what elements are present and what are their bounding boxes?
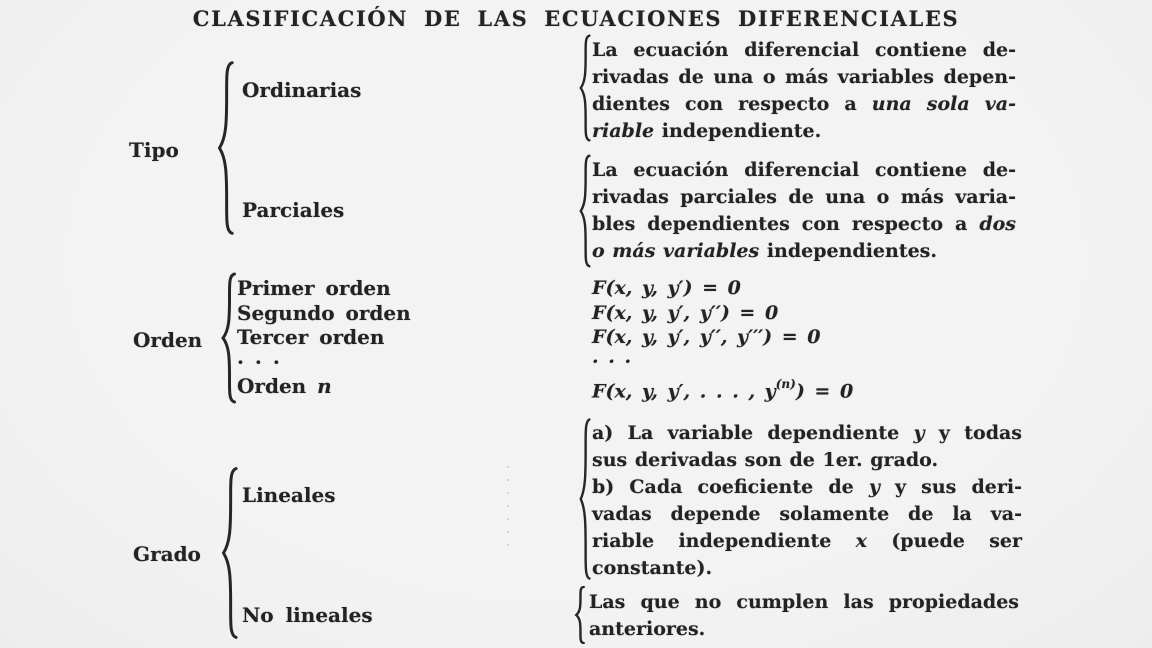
brace-parciales-desc (577, 154, 592, 268)
equation: F(x, y, y′) = 0 (592, 277, 741, 299)
orden-item-dots: · · · (237, 349, 280, 374)
page-title: CLASIFICACIÓN DE LAS ECUACIONES DIFERENCIALES (192, 6, 960, 31)
text-line: riable independiente x (puede ser (592, 530, 1022, 552)
orden-item: Orden n (237, 374, 332, 398)
ordinarias-description (592, 37, 1016, 145)
text-line: constante). (592, 557, 713, 579)
item-lineales: Lineales (242, 483, 336, 507)
item-ordinarias: Ordinarias (242, 78, 362, 102)
text-line: Las que no cumplen las propiedades (589, 591, 1019, 613)
brace-grado (218, 466, 240, 640)
text-line: o más variables independientes. (592, 240, 937, 262)
brace-no-lineales-desc (573, 586, 586, 644)
text-line: La ecuación diferencial contiene de- (592, 159, 1016, 181)
text-line: vadas depende solamente de la va- (592, 503, 1022, 525)
text-line: dientes con respecto a una sola va- (592, 93, 1017, 115)
text-line: rivadas parciales de una o más varia- (592, 186, 1016, 208)
orden-item: Tercer orden (237, 325, 385, 349)
section-label-grado: Grado (133, 542, 201, 566)
lineales-description (592, 420, 1022, 582)
orden-item: Primer orden (237, 276, 391, 300)
equation-dots: · · · (592, 350, 632, 373)
brace-ordinarias-desc (577, 34, 592, 142)
equation: F(x, y, y′, . . . , $y^{(n)}) = 0$ (592, 377, 854, 403)
parciales-description (592, 157, 1016, 265)
text-line: riable independiente. (592, 120, 822, 142)
item-no-lineales: No lineales (242, 603, 373, 627)
text-line: sus derivadas son de 1er. grado. (592, 449, 939, 471)
brace-orden (218, 272, 238, 404)
brace-lineales-desc (577, 417, 592, 581)
orden-equations (592, 276, 853, 404)
equation: F(x, y, y′, y′′) = 0 (592, 301, 779, 324)
equation: F(x, y, y′, y′′, y′′′) = 0 (592, 326, 821, 348)
orden-item: Segundo orden (237, 300, 411, 325)
text-line: rivadas de una o más variables depen- (592, 66, 1016, 88)
text-line: anteriores. (589, 618, 706, 640)
text-line: La ecuación diferencial contiene de- (592, 39, 1016, 61)
text-line: b) Cada coeficiente de y y sus deri- (592, 476, 1022, 498)
text-line: bles dependientes con respecto a dos (592, 213, 1016, 235)
section-label-orden: Orden (133, 328, 203, 352)
text-line: a) La variable dependiente y y todas (592, 422, 1023, 444)
brace-tipo (214, 60, 236, 236)
no-lineales-description (589, 589, 1019, 643)
section-label-tipo: Tipo (129, 138, 179, 162)
item-parciales: Parciales (242, 198, 345, 222)
scan-artifact-dots (507, 466, 509, 546)
orden-items (237, 276, 411, 399)
